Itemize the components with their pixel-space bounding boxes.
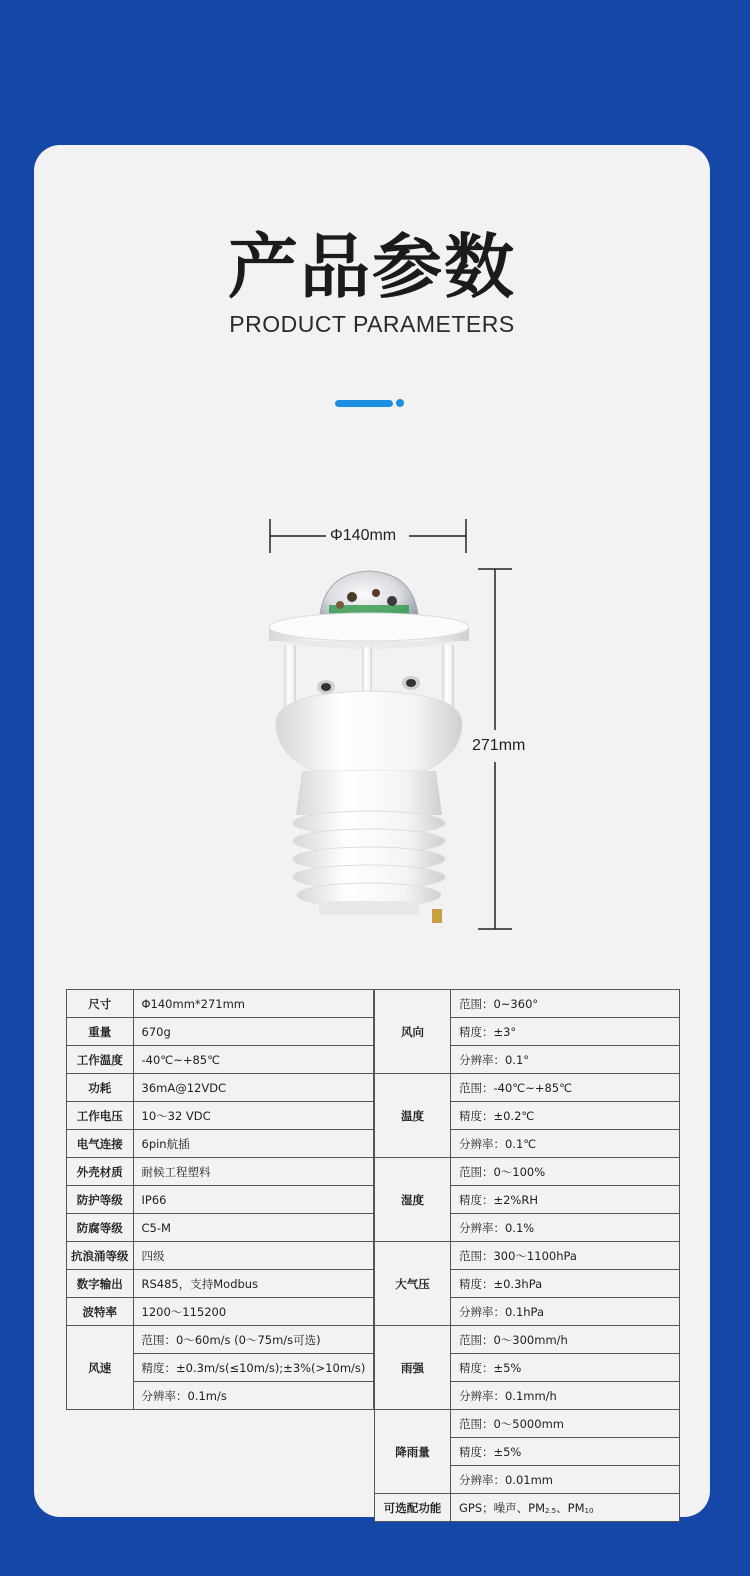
spec-value: 精度：±5% xyxy=(450,1438,679,1466)
spec-value: Φ140mm*271mm xyxy=(133,990,374,1018)
spec-key: 数字输出 xyxy=(67,1270,134,1298)
table-row xyxy=(67,1214,374,1242)
spec-key: 电气连接 xyxy=(67,1130,134,1158)
spec-key: 温度 xyxy=(375,1074,451,1158)
page-title: 产品参数 xyxy=(228,226,516,308)
spec-value: C5-M xyxy=(133,1214,374,1242)
spec-key: 外壳材质 xyxy=(67,1158,134,1186)
page-subtitle: PRODUCT PARAMETERS xyxy=(229,311,515,337)
spec-value: 范围：-40℃~+85℃ xyxy=(450,1074,679,1102)
spec-value: IP66 xyxy=(133,1186,374,1214)
spec-value: 分辨率：0.1mm/h xyxy=(450,1382,679,1410)
table-row xyxy=(67,1158,374,1186)
spec-key: 风向 xyxy=(375,990,451,1074)
width-dimension-label: Φ140mm xyxy=(330,527,397,544)
spec-value: 分辨率：0.1hPa xyxy=(450,1298,679,1326)
table-row xyxy=(67,1270,374,1298)
table-row xyxy=(375,1410,680,1438)
spec-key: 尺寸 xyxy=(67,990,134,1018)
spec-key: 重量 xyxy=(67,1018,134,1046)
spec-value: 耐候工程塑料 xyxy=(133,1158,374,1186)
spec-value: 分辨率：0.1m/s xyxy=(133,1382,374,1410)
spec-value: 1200～115200 xyxy=(133,1298,374,1326)
table-row xyxy=(67,1074,374,1102)
optional-text: 、PM xyxy=(556,1500,585,1515)
spec-key: 降雨量 xyxy=(375,1410,451,1494)
spec-key: 湿度 xyxy=(375,1158,451,1242)
spec-value: 6pin航插 xyxy=(133,1130,374,1158)
spec-key: 风速 xyxy=(67,1326,134,1410)
table-row xyxy=(67,1018,374,1046)
spec-value xyxy=(450,1494,679,1522)
spec-value: 精度：±2%RH xyxy=(450,1186,679,1214)
spec-value: 范围：300～1100hPa xyxy=(450,1242,679,1270)
spec-table-left xyxy=(66,989,374,1410)
spec-value: 10～32 VDC xyxy=(133,1102,374,1130)
optional-text: GPS；噪声、PM xyxy=(458,1500,545,1515)
table-row xyxy=(67,1102,374,1130)
spec-value: 分辨率：0.01mm xyxy=(450,1466,679,1494)
table-row xyxy=(67,1298,374,1326)
table-row xyxy=(375,1494,680,1522)
spec-value: 精度：±5% xyxy=(450,1354,679,1382)
table-row xyxy=(375,1158,680,1186)
height-dimension-label: 271mm xyxy=(472,737,526,754)
spec-key: 工作温度 xyxy=(67,1046,134,1074)
table-row xyxy=(67,1130,374,1158)
table-row xyxy=(375,1326,680,1354)
table-row xyxy=(67,990,374,1018)
pm10-subscript: 10 xyxy=(584,1506,594,1515)
table-row xyxy=(375,1242,680,1270)
spec-value: 36mA@12VDC xyxy=(133,1074,374,1102)
spec-key: 大气压 xyxy=(375,1242,451,1326)
spec-key: 工作电压 xyxy=(67,1102,134,1130)
spec-value: -40℃~+85℃ xyxy=(133,1046,374,1074)
spec-value: 精度：±0.3hPa xyxy=(450,1270,679,1298)
table-row xyxy=(67,1046,374,1074)
parameters-card xyxy=(34,145,710,1517)
spec-value: 分辨率：0.1% xyxy=(450,1214,679,1242)
spec-key: 抗浪涌等级 xyxy=(67,1242,134,1270)
spec-key: 可选配功能 xyxy=(375,1494,451,1522)
spec-value: 670g xyxy=(133,1018,374,1046)
spec-value: 范围：0～5000mm xyxy=(450,1410,679,1438)
spec-value: 精度：±0.3m/s(≤10m/s);±3%(>10m/s) xyxy=(133,1354,374,1382)
table-row xyxy=(67,1242,374,1270)
spec-table-right xyxy=(374,989,680,1522)
spec-value: 精度：±0.2℃ xyxy=(450,1102,679,1130)
spec-value: RS485，支持Modbus xyxy=(133,1270,374,1298)
table-row xyxy=(67,1186,374,1214)
spec-value: 范围：0～300mm/h xyxy=(450,1326,679,1354)
spec-key: 功耗 xyxy=(67,1074,134,1102)
spec-value: 分辨率：0.1° xyxy=(450,1046,679,1074)
table-row xyxy=(375,990,680,1018)
spec-value: 四级 xyxy=(133,1242,374,1270)
spec-value: 分辨率：0.1℃ xyxy=(450,1130,679,1158)
spec-value: 精度：±3° xyxy=(450,1018,679,1046)
table-row xyxy=(67,1326,374,1354)
spec-key: 防护等级 xyxy=(67,1186,134,1214)
weather-station-sensor-icon xyxy=(264,565,474,935)
spec-key: 防腐等级 xyxy=(67,1214,134,1242)
pm25-subscript: 2.5 xyxy=(545,1506,557,1515)
spec-key: 雨强 xyxy=(375,1326,451,1410)
spec-value: 范围：0～60m/s (0～75m/s可选) xyxy=(133,1326,374,1354)
spec-value: 范围：0～100% xyxy=(450,1158,679,1186)
table-row xyxy=(375,1074,680,1102)
spec-key: 波特率 xyxy=(67,1298,134,1326)
spec-value: 范围：0~360° xyxy=(450,990,679,1018)
